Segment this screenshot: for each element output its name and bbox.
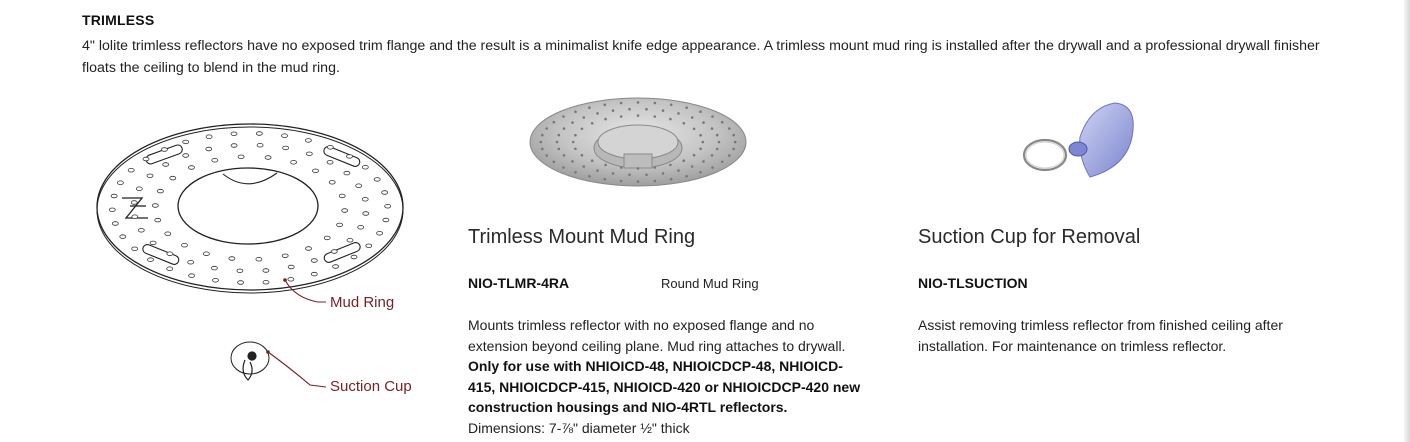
mud-ring-compat-note: Only for use with NHIOICD-48, NHIOICDCP-48, NHIOICD-415, NHIOICDCP-415, NHIOICD-420 or NHIOICDCP-420 new construction housings and NIO-4RTL reflectors. xyxy=(468,358,861,415)
mud-ring-sku-desc: Round Mud Ring xyxy=(661,276,759,291)
suction-cup-description: Assist removing trimless reflector from finished ceiling after installation. For maintenance on trimless reflector. xyxy=(918,317,1283,354)
section-intro: 4" lolite trimless reflectors have no exposed trim flange and the result is a minimalist knife edge appearance. A trimless mount mud ring is installed after the drywall and a professional drywall finisher floats the ceiling to blend in the mud ring. xyxy=(82,38,1320,76)
mud-ring-dimensions: Dimensions: 7-⅞" diameter ½" thick xyxy=(468,419,690,436)
section-heading: TRIMLESS xyxy=(82,12,155,28)
mud-ring-photo xyxy=(528,92,748,192)
mud-ring-description xyxy=(468,315,868,438)
mud-ring-callout: Mud Ring xyxy=(330,294,395,311)
mud-ring-desc-text: Mounts trimless reflector with no exposed flange and no extension beyond ceiling plane. Mud ring attaches to drywall. xyxy=(468,317,846,354)
mud-ring-diagram xyxy=(90,110,420,400)
suction-cup-photo xyxy=(1020,97,1140,187)
suction-cup-sku: NIO-TLSUCTION xyxy=(918,275,1028,291)
suction-cup-callout: Suction Cup xyxy=(330,378,412,395)
page-edge xyxy=(1404,0,1410,442)
suction-cup-title: Suction Cup for Removal xyxy=(918,226,1141,248)
mud-ring-title: Trimless Mount Mud Ring xyxy=(468,226,696,248)
mud-ring-sku: NIO-TLMR-4RA xyxy=(468,275,570,291)
